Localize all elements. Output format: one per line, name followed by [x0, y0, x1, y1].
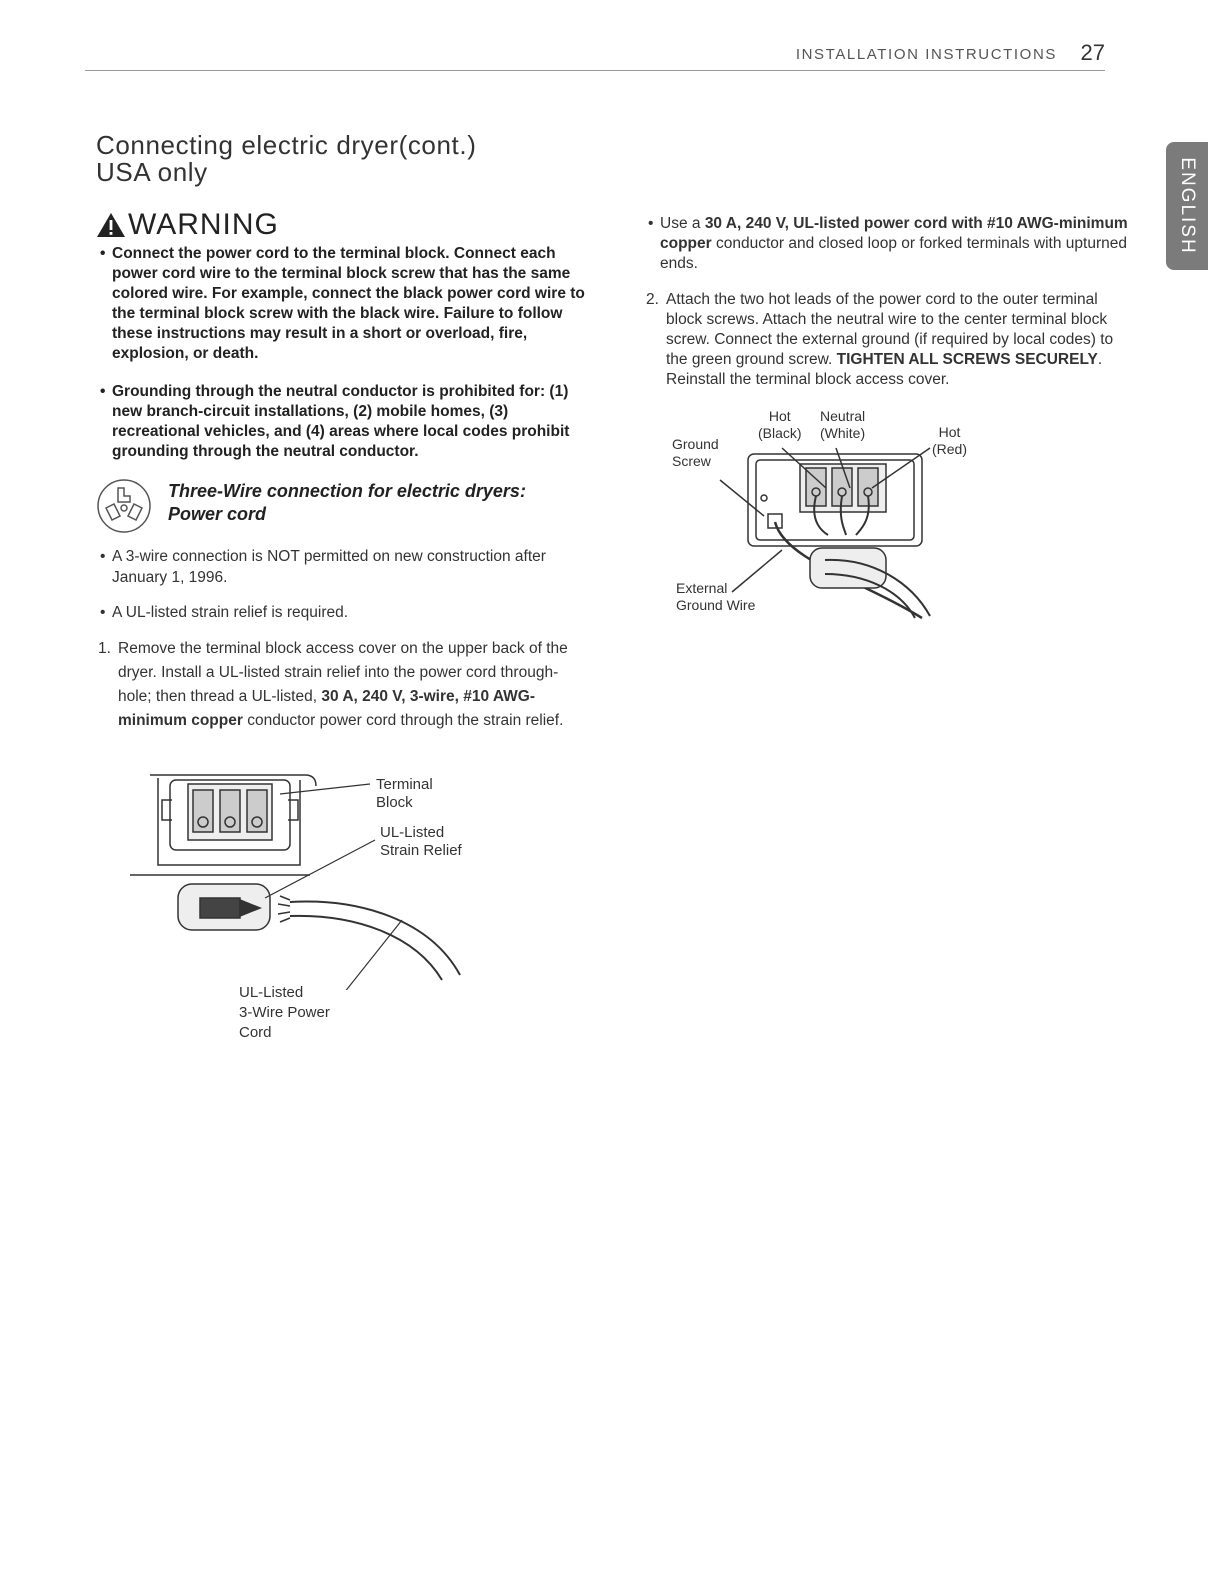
page-header [85, 42, 1105, 71]
three-wire-bullet: • A UL-listed strain relief is required. [98, 602, 588, 623]
strain-relief-label-line1: UL-Listed [380, 824, 445, 841]
cord-req-bold: 30 A, 240 V, UL-listed power cord with #10 AWG-minimum copper [660, 215, 1128, 252]
three-prong-outlet-icon [96, 478, 152, 534]
language-tab-label: ENGLISH [1177, 157, 1198, 255]
cord-req-text-b: conductor and closed loop or forked terminals with upturned ends. [660, 235, 1127, 272]
power-cord-label-line3: Cord [239, 1024, 272, 1041]
warning-triangle-icon [96, 212, 126, 238]
hot-black-label [758, 408, 802, 442]
step-2-text-b: . Reinstall the terminal block access cover. [666, 351, 1103, 388]
ground-screw-label-line2: Screw [672, 453, 711, 469]
right-column-body [646, 214, 1130, 390]
external-ground-label [676, 580, 755, 614]
step-1-text-b: conductor power cord through the strain relief. [242, 712, 564, 729]
strain-relief-label [380, 824, 462, 860]
step-2-number: 2. [646, 291, 659, 308]
external-ground-label-line1: External [676, 580, 728, 596]
step-2-bold: TIGHTEN ALL SCREWS SECURELY [836, 351, 1098, 368]
hot-black-label-line2: (Black) [758, 425, 802, 441]
terminal-block-label-line2: Block [376, 794, 413, 811]
three-wire-bullet: • A 3-wire connection is NOT permitted on new construction after January 1, 1996. [98, 546, 588, 588]
step-1-number: 1. [98, 640, 111, 657]
neutral-label-line1: Neutral [820, 408, 866, 424]
warning-label: WARNING [128, 208, 279, 241]
neutral-label-line2: (White) [820, 425, 866, 441]
power-cord-label [239, 983, 330, 1043]
warning-item: • Grounding through the neutral conductor is prohibited for: (1) new branch-circuit installations, (2) mobile homes, (3) recreational vehicles, and (4) areas where local codes prohibit grounding through the neutral conductor. [98, 382, 586, 462]
strain-relief-label-line2: Strain Relief [380, 842, 462, 859]
three-wire-heading-line1: Three-Wire connection for electric dryers: [168, 481, 526, 501]
neutral-label [820, 408, 865, 442]
warning-item: • Connect the power cord to the terminal block. Connect each power cord wire to the terminal block screw that has the same colored wire. For example, connect the black power cord wire to the terminal block screw with the black wire. Failure to follow these instructions may result in a short or overload, fire, explosion, or death. [98, 244, 586, 364]
hot-red-label [932, 424, 967, 458]
three-wire-heading [96, 478, 576, 530]
hot-red-label-line1: Hot [938, 424, 961, 440]
language-tab [1166, 142, 1208, 270]
power-cord-label-line1: UL-Listed [239, 984, 304, 1001]
step-2-text-a: Attach the two hot leads of the power cord to the outer terminal block screws. Attach the neutral wire to the center terminal block screw. Connect the external ground (if required by local codes) to the green ground screw. [666, 291, 1114, 368]
hot-red-label-line2: (Red) [932, 441, 968, 457]
three-wire-body [98, 546, 588, 733]
hot-black-label-line1: Hot [768, 408, 791, 424]
warning-heading [96, 208, 279, 242]
power-cord-label-line2: 3-Wire Power [239, 1004, 330, 1021]
ground-screw-label-line1: Ground [672, 436, 719, 452]
warning-list [98, 244, 586, 462]
ground-screw-label [672, 436, 719, 470]
page-title-line1: Connecting electric dryer(cont.) [96, 130, 477, 160]
cord-requirement-bullet [646, 214, 1130, 274]
step-2 [646, 290, 1130, 390]
external-ground-label-line2: Ground Wire [676, 597, 756, 613]
step-1-text-a: Remove the terminal block access cover on the upper back of the dryer. Install a UL-listed strain relief into the power cord through-hole; then thread a UL-listed, [118, 640, 568, 705]
step-1 [98, 637, 588, 733]
terminal-block-label [376, 776, 433, 812]
step-1-bold: 30 A, 240 V, 3-wire, #10 AWG-minimum copper [118, 688, 536, 729]
terminal-block-label-line1: Terminal [376, 776, 433, 793]
section-title: INSTALLATION INSTRUCTIONS [795, 46, 1057, 63]
cord-req-text-a: Use a [660, 215, 705, 232]
page-title-line2: USA only [96, 157, 208, 187]
three-wire-heading-line2: Power cord [168, 504, 267, 524]
page-title [96, 132, 616, 186]
page-number: 27 [1080, 40, 1105, 65]
